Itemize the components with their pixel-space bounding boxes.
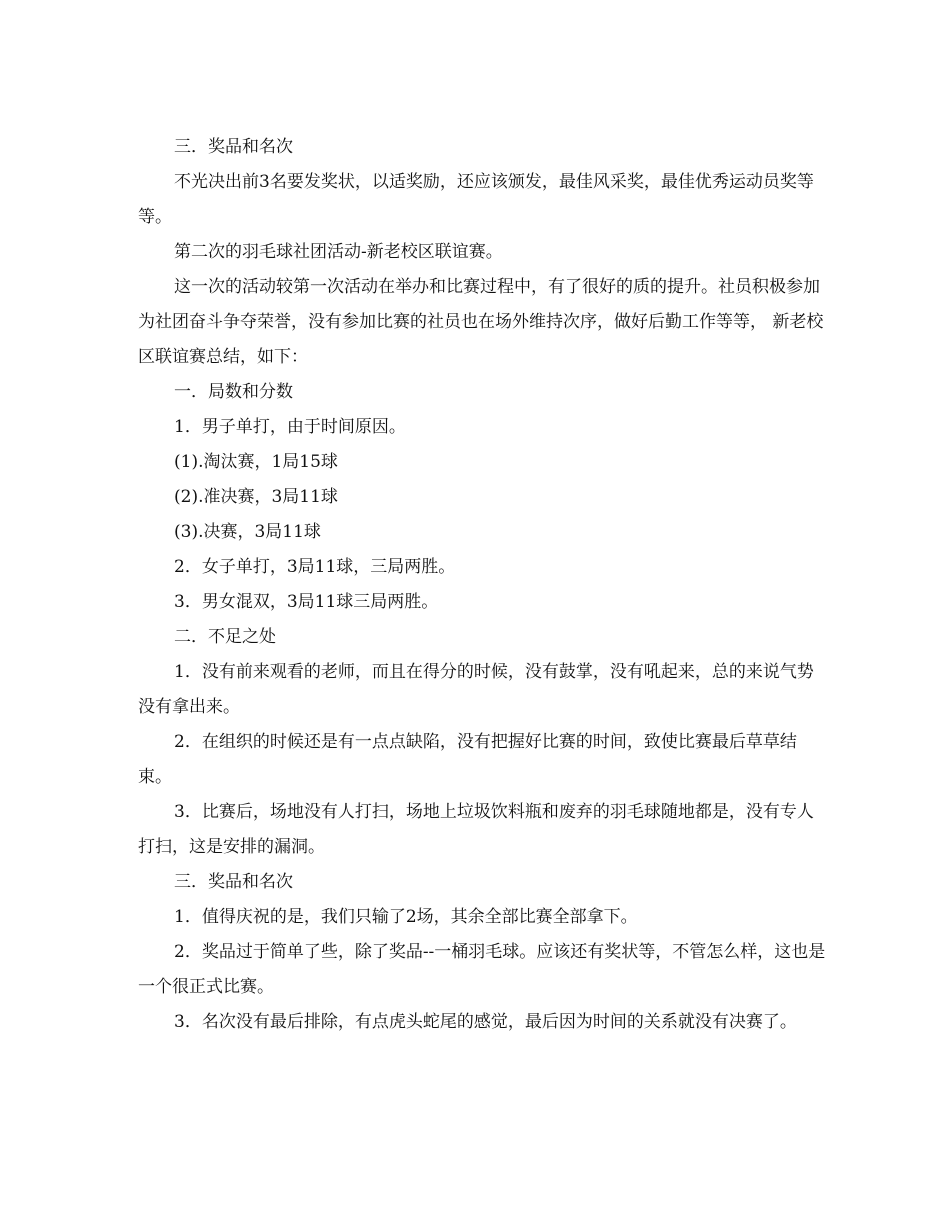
list-item: 3．男女混双，3局11球三局两胜。 bbox=[174, 592, 439, 612]
body-paragraph: 这一次的活动较第一次活动在举办和比赛过程中，有了很好的质的提升。社员积极参加为社团奋斗争夺荣誉，没有参加比赛的社员也在场外维持次序，做好后勤工作等等， 新老校区联谊赛总结，如下： bbox=[138, 277, 824, 367]
document-body bbox=[138, 130, 828, 1040]
activity-title: 第二次的羽毛球社团活动-新老校区联谊赛。 bbox=[174, 242, 503, 262]
list-item: 1．值得庆祝的是，我们只输了2场，其余全部比赛全部拿下。 bbox=[174, 907, 638, 927]
list-item: (2).准决赛，3局11球 bbox=[174, 487, 338, 507]
list-item: 2．在组织的时候还是有一点点缺陷，没有把握好比赛的时间，致使比赛最后草草结束。 bbox=[138, 732, 797, 787]
section-heading-prizes: 三．奖品和名次 bbox=[174, 872, 293, 892]
list-item: (1).淘汰赛，1局15球 bbox=[174, 452, 338, 472]
list-item: 2．女子单打，3局11球，三局两胜。 bbox=[174, 557, 456, 577]
list-item: 1．没有前来观看的老师，而且在得分的时候，没有鼓掌，没有吼起来，总的来说气势没有拿出来。 bbox=[138, 662, 814, 717]
list-item: 3．比赛后，场地没有人打扫，场地上垃圾饮料瓶和废弃的羽毛球随地都是，没有专人打扫，这是安排的漏洞。 bbox=[138, 802, 814, 857]
list-item: (3).决赛，3局11球 bbox=[174, 522, 321, 542]
list-item: 1．男子单打，由于时间原因。 bbox=[174, 417, 406, 437]
list-item: 2．奖品过于简单了些，除了奖品--一桶羽毛球。应该还有奖状等，不管怎么样，这也是一个很正式比赛。 bbox=[138, 942, 826, 997]
list-item: 3．名次没有最后排除，有点虎头蛇尾的感觉，最后因为时间的关系就没有决赛了。 bbox=[174, 1012, 797, 1032]
section-heading-shortcomings: 二．不足之处 bbox=[174, 627, 276, 647]
body-paragraph: 不光决出前3名要发奖状，以适奖励，还应该颁发，最佳风采奖，最佳优秀运动员奖等等。 bbox=[138, 172, 814, 227]
section-heading-prizes: 三．奖品和名次 bbox=[174, 137, 293, 157]
section-heading-scoring: 一．局数和分数 bbox=[174, 382, 293, 402]
